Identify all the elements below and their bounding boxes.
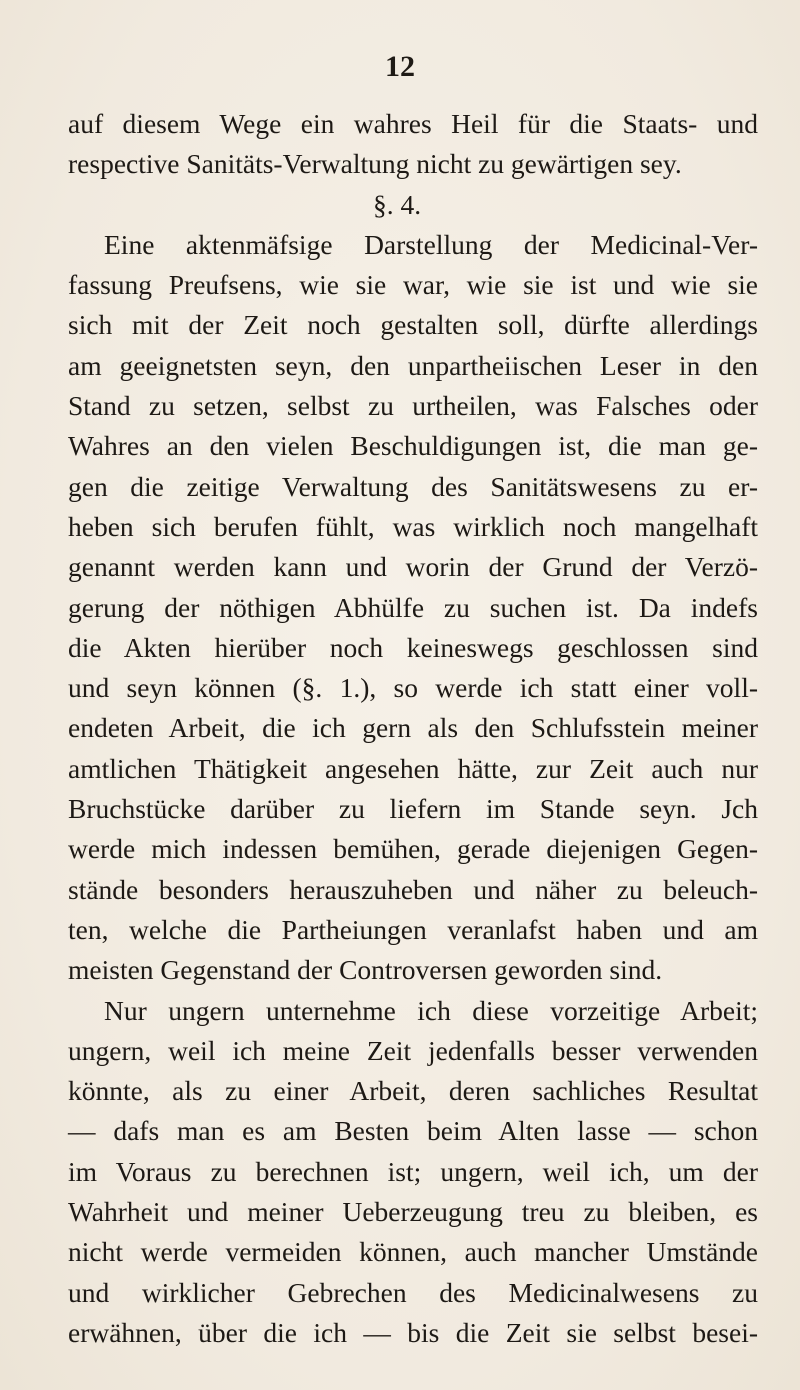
text-line: am geeignetsten seyn, den unpartheiischen Leser in den bbox=[68, 349, 758, 381]
text-line: im Voraus zu berechnen ist; ungern, weil ich, um der bbox=[68, 1155, 758, 1187]
paragraph-start-line: Eine aktenmäfsige Darstellung der Medicinal-Ver- bbox=[104, 228, 758, 260]
text-line: Wahres an den vielen Beschuldigungen ist, die man ge- bbox=[68, 430, 758, 462]
text-line: ten, welche die Partheiungen veranlafst haben und am bbox=[68, 913, 758, 945]
text-line: ungern, weil ich meine Zeit jedenfalls besser verwenden bbox=[68, 1034, 758, 1066]
page-number: 12 bbox=[385, 50, 415, 83]
text-line: endeten Arbeit, die ich gern als den Schlufsstein meiner bbox=[68, 712, 758, 744]
text-line: amtlichen Thätigkeit angesehen hätte, zur Zeit auch nur bbox=[68, 752, 758, 784]
text-line: sich mit der Zeit noch gestalten soll, dürfte allerdings bbox=[68, 309, 758, 341]
text-line: fassung Preufsens, wie sie war, wie sie ist und wie sie bbox=[68, 269, 758, 301]
text-line: — dafs man es am Besten beim Alten lasse — schon bbox=[68, 1115, 758, 1147]
text-line: und wirklicher Gebrechen des Medicinalwesens zu bbox=[68, 1276, 758, 1308]
text-line: genannt werden kann und worin der Grund der Verzö- bbox=[68, 551, 758, 583]
text-line: die Akten hierüber noch keineswegs geschlossen sind bbox=[68, 631, 758, 663]
text-line: Stand zu setzen, selbst zu urtheilen, was Falsches oder bbox=[68, 390, 758, 422]
text-line: erwähnen, über die ich — bis die Zeit sie selbst besei- bbox=[68, 1316, 758, 1348]
text-line: auf diesem Wege ein wahres Heil für die Staats- und bbox=[68, 108, 758, 139]
text-line: werde mich indessen bemühen, gerade diejenigen Gegen- bbox=[68, 833, 758, 865]
section-heading: §. 4. bbox=[372, 188, 422, 220]
paragraph-start-line: Nur ungern unternehme ich diese vorzeitige Arbeit; bbox=[104, 994, 758, 1026]
text-line: respective Sanitäts-Verwaltung nicht zu gewärtigen sey. bbox=[68, 148, 682, 180]
text-line: gen die zeitige Verwaltung des Sanitätswesens zu er- bbox=[68, 470, 758, 502]
text-line: Wahrheit und meiner Ueberzeugung treu zu bleiben, es bbox=[68, 1196, 758, 1228]
text-line: nicht werde vermeiden können, auch mancher Umstände bbox=[68, 1236, 758, 1268]
body-text bbox=[68, 104, 758, 1353]
text-line: stände besonders herauszuheben und näher zu beleuch- bbox=[68, 873, 758, 905]
text-line: Bruchstücke darüber zu liefern im Stande seyn. Jch bbox=[68, 793, 758, 825]
text-line: könnte, als zu einer Arbeit, deren sachliches Resultat bbox=[68, 1075, 758, 1107]
text-line: gerung der nöthigen Abhülfe zu suchen ist. Da indefs bbox=[68, 591, 758, 623]
text-line: heben sich berufen fühlt, was wirklich noch mangelhaft bbox=[68, 510, 758, 542]
text-line: meisten Gegenstand der Controversen geworden sind. bbox=[68, 954, 663, 986]
text-line: und seyn können (§. 1.), so werde ich statt einer voll- bbox=[68, 672, 758, 704]
